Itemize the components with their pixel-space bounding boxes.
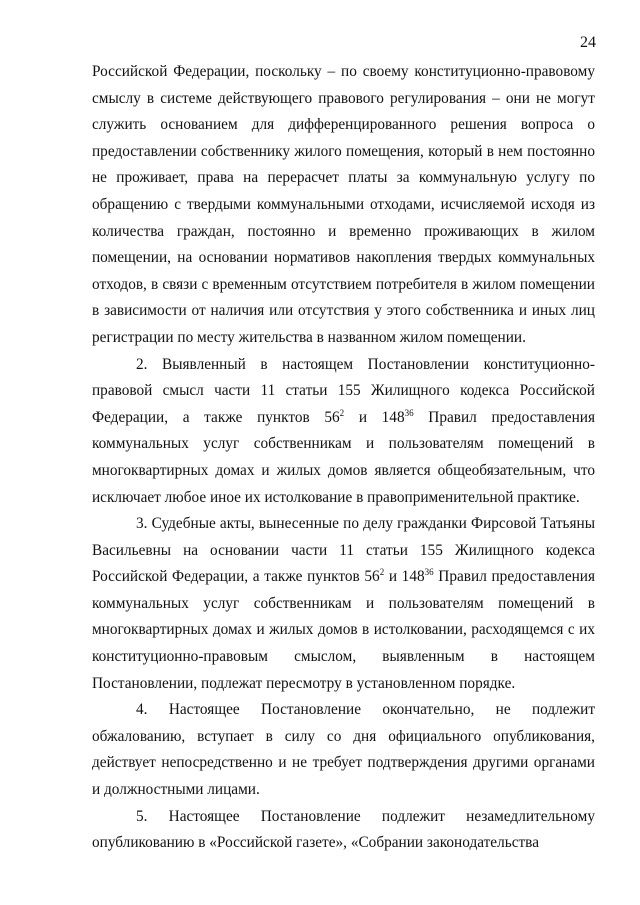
paragraph-text: 5. Настоящее Постановление подлежит незамедлительному опубликованию в «Российской газете», «Собрании законодательства <box>92 807 595 852</box>
superscript-index: 2 <box>339 407 345 418</box>
paragraph-text: 2. Выявленный в настоящем Постановлении конституционно-правовой смысл части 11 статьи 155 Жилищного кодекса Российской Федерации, а также пунктов 56 <box>92 355 595 426</box>
paragraph-text: и 148 <box>384 568 425 586</box>
paragraph-text: Российской Федерации, поскольку – по своему конституционно-правовому смыслу в системе действующего правового регулирования – они не могут служить основанием для дифференцированного решения вопроса о предоставлении собственнику жилого помещения, который в нем постоянно не проживает, права на перерасчет платы за коммунальную услугу по обращению с твердыми коммунальными отходами, исчисляемой исходя из количества граждан, постоянно и временно проживающих в жилом помещении, на основании нормативов накопления твердых коммунальных отходов, в связи с временным отсутствием потребителя в жилом помещении в зависимости от наличия или отсутствия у этого собственника и иных лиц регистрации по месту жительства в названном жилом помещении. <box>92 63 595 346</box>
paragraph-text: 3. Судебные акты, вынесенные по делу гражданки Фирсовой Татьяны Васильевны на основании части 11 статьи 155 Жилищного кодекса Российской Федерации, а также пунктов 56 <box>92 515 595 586</box>
page-number: 24 <box>580 34 596 51</box>
superscript-index: 36 <box>424 567 434 578</box>
paragraph-text: Правил предоставления коммунальных услуг собственникам и пользователям помещений в многоквартирных домах и жилых домов в истолковании, расходящемся с их конституционно-правовым смыслом, выявленным в настоящем Постановлении, подлежат пересмотру в установленном порядке. <box>92 568 596 692</box>
superscript-index: 2 <box>379 567 385 578</box>
paragraph-text: 4. Настоящее Постановление окончательно, не подлежит обжалованию, вступает в силу со дня официального опубликования, действует непосредственно и не требует подтверждения другими органами и должностными лицами. <box>92 701 595 799</box>
document-body <box>92 59 595 857</box>
paragraph-p-continued <box>92 59 595 352</box>
paragraph-p-2 <box>92 352 595 512</box>
superscript-index: 36 <box>404 407 414 418</box>
paragraph-p-3 <box>92 511 595 697</box>
paragraph-p-4 <box>92 697 595 803</box>
paragraph-p-5 <box>92 804 595 857</box>
paragraph-text: и 148 <box>344 408 405 426</box>
paragraph-text: Правил предоставления коммунальных услуг собственникам и пользователям помещений в многоквартирных домах и жилых домов является общеобязательным, что исключает любое иное их истолкование в правоприменительной практике. <box>92 408 595 506</box>
